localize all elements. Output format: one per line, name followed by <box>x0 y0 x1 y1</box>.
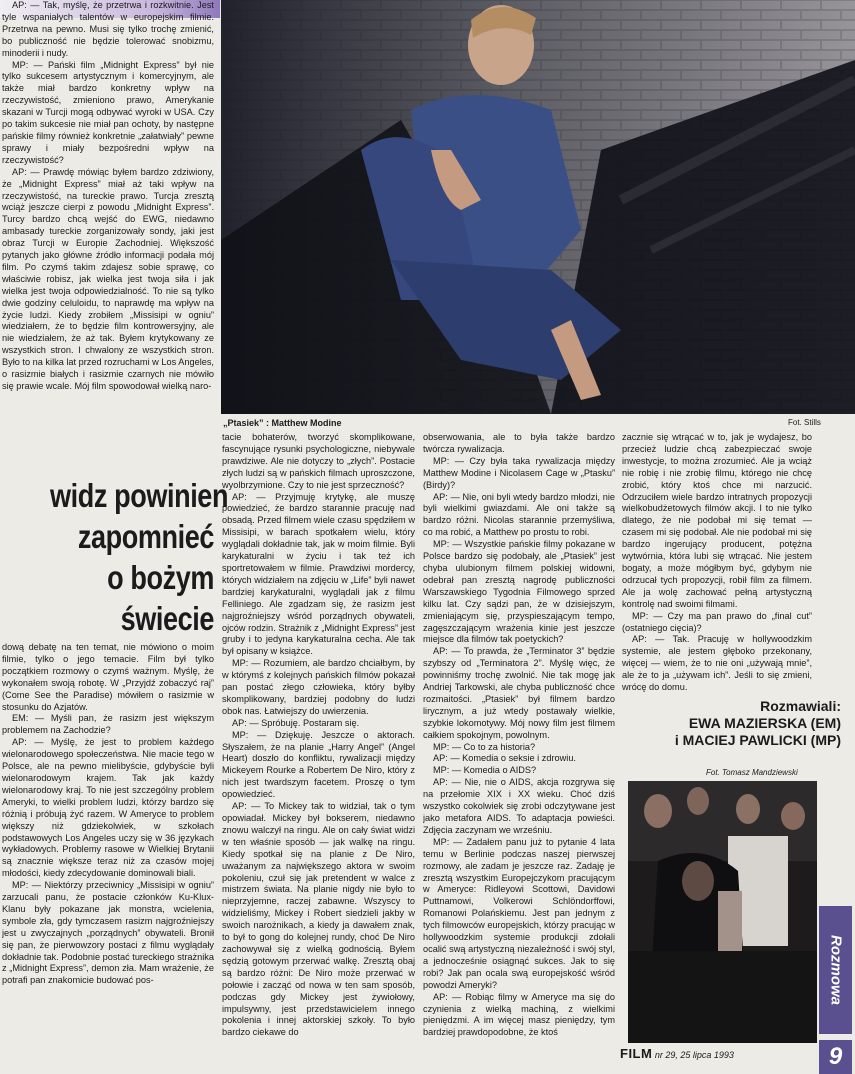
column-3 <box>423 432 615 1072</box>
headline-line: zapomnieć <box>77 518 215 555</box>
section-label: Rozmowa <box>827 934 844 1006</box>
paragraph: tacie bohaterów, tworzyć skomplikowane, fascynujące rysunki psychologiczne, niebywale prawdziwe. Ale nie dotyczy to „złych”. Postacie złych ludzi są w pańskich filmach uproszczone, wyolbrzymione. Czy to nie jest sprzeczność? <box>222 432 415 490</box>
paragraph: EM: — Myśli pan, że rasizm jest większym problemem na Zachodzie? <box>2 713 214 736</box>
main-photo-image <box>221 0 855 414</box>
interviewer-2: i MACIEJ PAWLICKI (MP) <box>674 732 841 748</box>
headline-line: widz powinien <box>50 477 229 514</box>
paragraph: AP: — Tak. Pracuję w hollywoodzkim systemie, ale jestem głęboko przekonany, więcej — wiem, że to nie oni „używają mnie”, ale że to ja „używam ich”. Jeśli to się zmieni, wrócę do domu. <box>622 634 812 693</box>
interviewer-1: EWA MAZIERSKA (EM) <box>688 715 841 731</box>
page-number: 9 <box>819 1040 852 1074</box>
paragraph: AP: — Prawdę mówiąc byłem bardzo zdziwiony, że „Midnight Express” miał aż taki wpływ na rzeczywistość, na tureckie prawo. Turcja zresztą wciąż jeszcze cierpi z powodu „Midnight Express”. Turcy bardzo chcą wejść do EWG, niedawno ambasady tureckie zorganizowały sondy, jaki jest obraz Turcji w Europie Zachodniej. Większość pytanych jako główne źródło informacji podała mój film. Po czymś takim zdajesz sobie sprawę, co właściwie robisz, jak wielka jest twoja siła i jak wielka jest twoja odpowiedzialność. To nie są tylko dwie godziny celuloidu, to naprawdę ma wpływ na życie ludzi. Kiedy zrobiłem „Missisipi w ogniu” wiedziałem, że to będzie film kontrowersyjny, ale nie wiedziałem, że aż tak. Byłem krytykowany ze wszystkich stron. I chwalony ze wszystkich stron. Było to na kilka lat przed rozruchami w Los Angeles, o rasizmie białych i rasizmie czarnych nie mówiło się prawie wcale. Mój film spowodował wielką naro- <box>2 166 214 391</box>
paragraph: zacznie się wtrącać w to, jak je wydajesz, bo przecież ludzie chcą zabezpieczać swoje inwestycje, to można zrozumieć. Ale ja wciąż nie robię i nie zrobię filmu, którego nie chcę zrobić, który ktoś chce mi narzucić. Odrzuciłem wiele bardzo intratnych propozycji wielkobudżetowych filmów akcji. I to nie tylko dlatego, że nie podobał mi się temat — czasem mi się podobał. Ale nie podobał mi się bardzo ingerujący producent, potężna wytwórnia, która lubi się wtrącać. Nie jestem bogaty, a może mógłbym być, gdybym nie odrzucał tych propozycji, robił film za filmem. Ale ja wolę zachować pełną artystyczną kontrolę nad swoimi filmami. <box>622 432 812 609</box>
paragraph: AP: — Nie, nie o AIDS, akcja rozgrywa się na przełomie XIX i XX wieku. Choć dziś wszystko cokolwiek się zrobi odczytywane jest jako metafora AIDS. To adaptacja powieści. Zdjęcia zaczynam we wrześniu. <box>423 777 615 835</box>
magazine-brand: FILM <box>620 1046 653 1061</box>
main-photo <box>221 0 855 414</box>
column-2 <box>222 432 415 1072</box>
paragraph: MP: — Dziękuję. Jeszcze o aktorach. Słyszałem, że na planie „Harry Angel” (Angel Heart) doszło do konfliktu, rywalizacji między Mickeyem Rourke a Robertem De Niro, który z nich jest twardszym facetem. Proszę o tym opowiedzieć. <box>222 729 415 800</box>
paragraph: AP: — Tak, myślę, że przetrwa i rozkwitnie. Jest tyle wspaniałych talentów w europejskim filmie. Przetrwa na pewno. Musi się tylko trochę zmienić, bo publiczność nie będzie tolerować snobizmu, minoderii i nudy. <box>2 0 214 58</box>
paragraph: obserwowania, ale to była także bardzo twórcza rywalizacja. <box>423 432 615 454</box>
small-photo-image <box>628 781 817 1043</box>
headline <box>50 475 229 639</box>
footer <box>620 1046 820 1061</box>
paragraph: AP: — Komedia o seksie i zdrowiu. <box>433 753 576 764</box>
issue-info: nr 29, 25 lipca 1993 <box>654 1050 734 1060</box>
paragraph: MP: — Komedia o AIDS? <box>433 765 537 776</box>
paragraph: MP: — Pański film „Midnight Express” był nie tylko sukcesem artystycznym i komercyjnym, ale także miał bardzo konkretny wpływ na rzeczywistość, zmieniono prawo, Amerykanie skazani w Turcji mogą odbywać wyroki w USA. Czy po takim sukcesie nie miał pan ochoty, by następne pańskie filmy również konkretnie „załatwiały” pewne sprawy i miały bezpośredni wpływ na rzeczywistość? <box>2 59 214 165</box>
photo-credit: Fot. Stills <box>788 418 821 427</box>
paragraph: AP: — To Mickey tak to widział, tak o tym opowiadał. Mickey był bokserem, niedawno znowu walczył na ringu. Ale on cały świat widzi w ten właśnie sposób — jak walkę na ringu. Kiedy spotkał się na planie z De Niro, uważanym za największego aktora w swoim pokoleniu, czuł się jak pretendent w walce z mistrzem świata. Na planie nigdy nie było to nieprzyjemne, raczej zabawne. Wszyscy to widzieliśmy, Mickey i Robert siedzieli jakby w swoich narożnikach, a kiedy ja dawałem znak, to był to gong do kolejnej rundy, choć De Niro zachowywał się z wielką godnością. Byłem sędzią gotowym przerwać walkę. Zresztą obaj są bardzo różni: De Niro może przerwać w połowie i zacząć od nowa w ten sam sposób, podczas gdy Mickey jest żywiołowy, impulsywny, jest przedstawicielem innego pokolenia i innej aktorskiej szkoły. To było bardzo ciekawe do <box>222 801 415 1038</box>
paragraph: MP: — Zadałem panu już to pytanie 4 lata temu w Berlinie podczas naszej pierwszej rozmowy, ale zadam je jeszcze raz. Zadaję je zresztą wszystkim Europejczykom pracującym w Ameryce: Ridleyowi Scottowi, Davidowi Puttnamowi, Volkerowi Schlöndorffowi, Romanowi Polańskiemu. Jest pan jednym z tych filmowców europejskich, którzy pracując w hollywoodzkim systemie produkcji zdołali ocalić swą artystyczną niezależność i swój styl, a jednocześnie osiągnąć sukces. Jak to się robi? Jak pan ocala swą europejskość wśród powodzi Ameryki? <box>423 836 615 990</box>
paragraph: AP: — Myślę, że jest to problem każdego wielonarodowego społeczeństwa. Nie macie tego w Polsce, ale na pewno mielibyście, gdybyście byli wielonarodowym krajem. Tak jak każdy wielonarodowy kraj. To nie jest szczególny problem Ameryki, to wielki problem ludzi, którzy bardzo się różnią i próbują żyć razem. W Ameryce to problem większy niż gdziekolwiek, w szkołach podstawowych Los Angeles uczy się w 36 językach wykładowych. Problemy rasowe w Wielkiej Brytanii są znacznie większe teraz niż za czasów mojej młodości, kiedy zdecydowanie dominowali biali. <box>2 737 214 879</box>
column-1-top <box>2 0 214 466</box>
paragraph: dową debatę na ten temat, nie mówiono o moim filmie, tylko o jego temacie. Film był tylko początkiem rozmowy o czymś ważnym. Myślę, że wykonałem swoją robotę. W „Przyjdź zobaczyć raj” (Come See the Paradise) mówiłem o rasizmie w stosunku do Azjatów. <box>2 642 214 712</box>
small-photo-credit: Fot. Tomasz Mandziewski <box>706 768 798 777</box>
headline-line: świecie <box>120 600 214 637</box>
paragraph: MP: — Niektórzy przeciwnicy „Missisipi w ogniu” zarzucali panu, że postacie członków Ku-Klux-Klanu były pokazane jak monstra, wcielenia, symbole zła, gdy tymczasem rasizm najgroźniejszy jest u zwyczajnych „porządnych” obywateli. Bronił się pan, że pierwowzory postaci z filmu wyglądały dokładnie tak. Podobnie postać tureckiego strażnika z „Midnight Express”, demon zła. Mam wrażenie, że potrafi pan znakomicie budować pos- <box>2 880 214 986</box>
section-tab <box>819 906 852 1034</box>
paragraph: AP: — Przyjmuję krytykę, ale muszę powiedzieć, że bardzo starannie pracuję nad obsadą. Przed filmem wiele czasu spędziłem w Missisipi, w barach spotkałem wielu, który wyglądali dokładnie tak, jak w moim filmie. Byli karykaturalni w życiu i tak też ich sportretowałem w filmie. Prawdziwi mordercy, których widziałem na zdjęciu w „Life” byli nawet bardziej karykaturalni, wyglądali jak z filmu Felliniego. Ale zgadzam się, że rasizm jest najgroźniejszy wśród porządnych obywateli, ojców rodzin. Strażnik z „Midnight Express” jest gruby i to jedyna karykaturalna cecha. Ale tak był opisany w książce. <box>222 491 415 657</box>
paragraph: MP: — Wszystkie pańskie filmy pokazane w Polsce bardzo się podobały, ale „Ptasiek” jest chyba ulubionym filmem polskiej widowni, odebrał pan zresztą nagrodę publiczności Warszawskiego Tygodnia Filmowego sprzed kilku lat. Czy sądzi pan, że w dzisiejszym, zmieniającym się, przyspieszającym tempo, zagęszczającym wrażenia kinie jest jeszcze miejsce dla filmów tak poetyckich? <box>423 539 615 645</box>
paragraph: AP: — Spróbuję. Postaram się. <box>232 717 360 728</box>
paragraph: MP: — Czy była taka rywalizacja między Matthew Modine i Nicolasem Cage w „Ptasku” (Birdy)? <box>423 455 615 490</box>
paragraph: MP: — Czy ma pan prawo do „final cut” (ostatniego cięcia)? <box>622 610 812 633</box>
headline-line: o bożym <box>107 559 214 596</box>
small-photo <box>628 781 817 1043</box>
paragraph: MP: — Co to za historia? <box>433 741 536 752</box>
paragraph: AP: — Robiąc filmy w Ameryce ma się do czynienia z wielką machiną, z wielkimi pieniędzmi. A im więcej masz pieniędzy, tym bardziej prawdopodobne, że ktoś <box>423 991 615 1038</box>
column-1-bottom <box>2 642 214 1072</box>
paragraph: MP: — Rozumiem, ale bardzo chciałbym, by w którymś z kolejnych pańskich filmów pokazał pan postać złego człowieka, który byłby skomplikowany, bardziej podobny do ludzi obok nas. Łatwiejszy do uwierzenia. <box>222 658 415 716</box>
column-4 <box>622 432 812 694</box>
paragraph: AP: — Nie, oni byli wtedy bardzo młodzi, nie byli wielkimi gwiazdami. Ale oni także są bardzo różni. Nicolas starannie przemyśliwa, co ma robić, a Matthew po prostu to robi. <box>423 491 615 538</box>
paragraph: AP: — To prawda, że „Terminator 3” będzie szybszy od „Terminatora 2”. Myślę więc, że powinniśmy trochę zwolnić. Nie tak mogę jak Andriej Tarkowski, ale chyba publiczność chce rozmaitości. „Ptasiek” był filmem bardzo lirycznym, a już wtedy postawały wielkie, szybkie lokomotywy. Mój nowy film jest filmem całkiem spokojnym, powolnym. <box>423 646 615 740</box>
interviewers-label: Rozmawiali: <box>760 698 841 714</box>
interviewers-block <box>655 698 841 749</box>
photo-caption: „Ptasiek” : Matthew Modine <box>223 418 342 428</box>
